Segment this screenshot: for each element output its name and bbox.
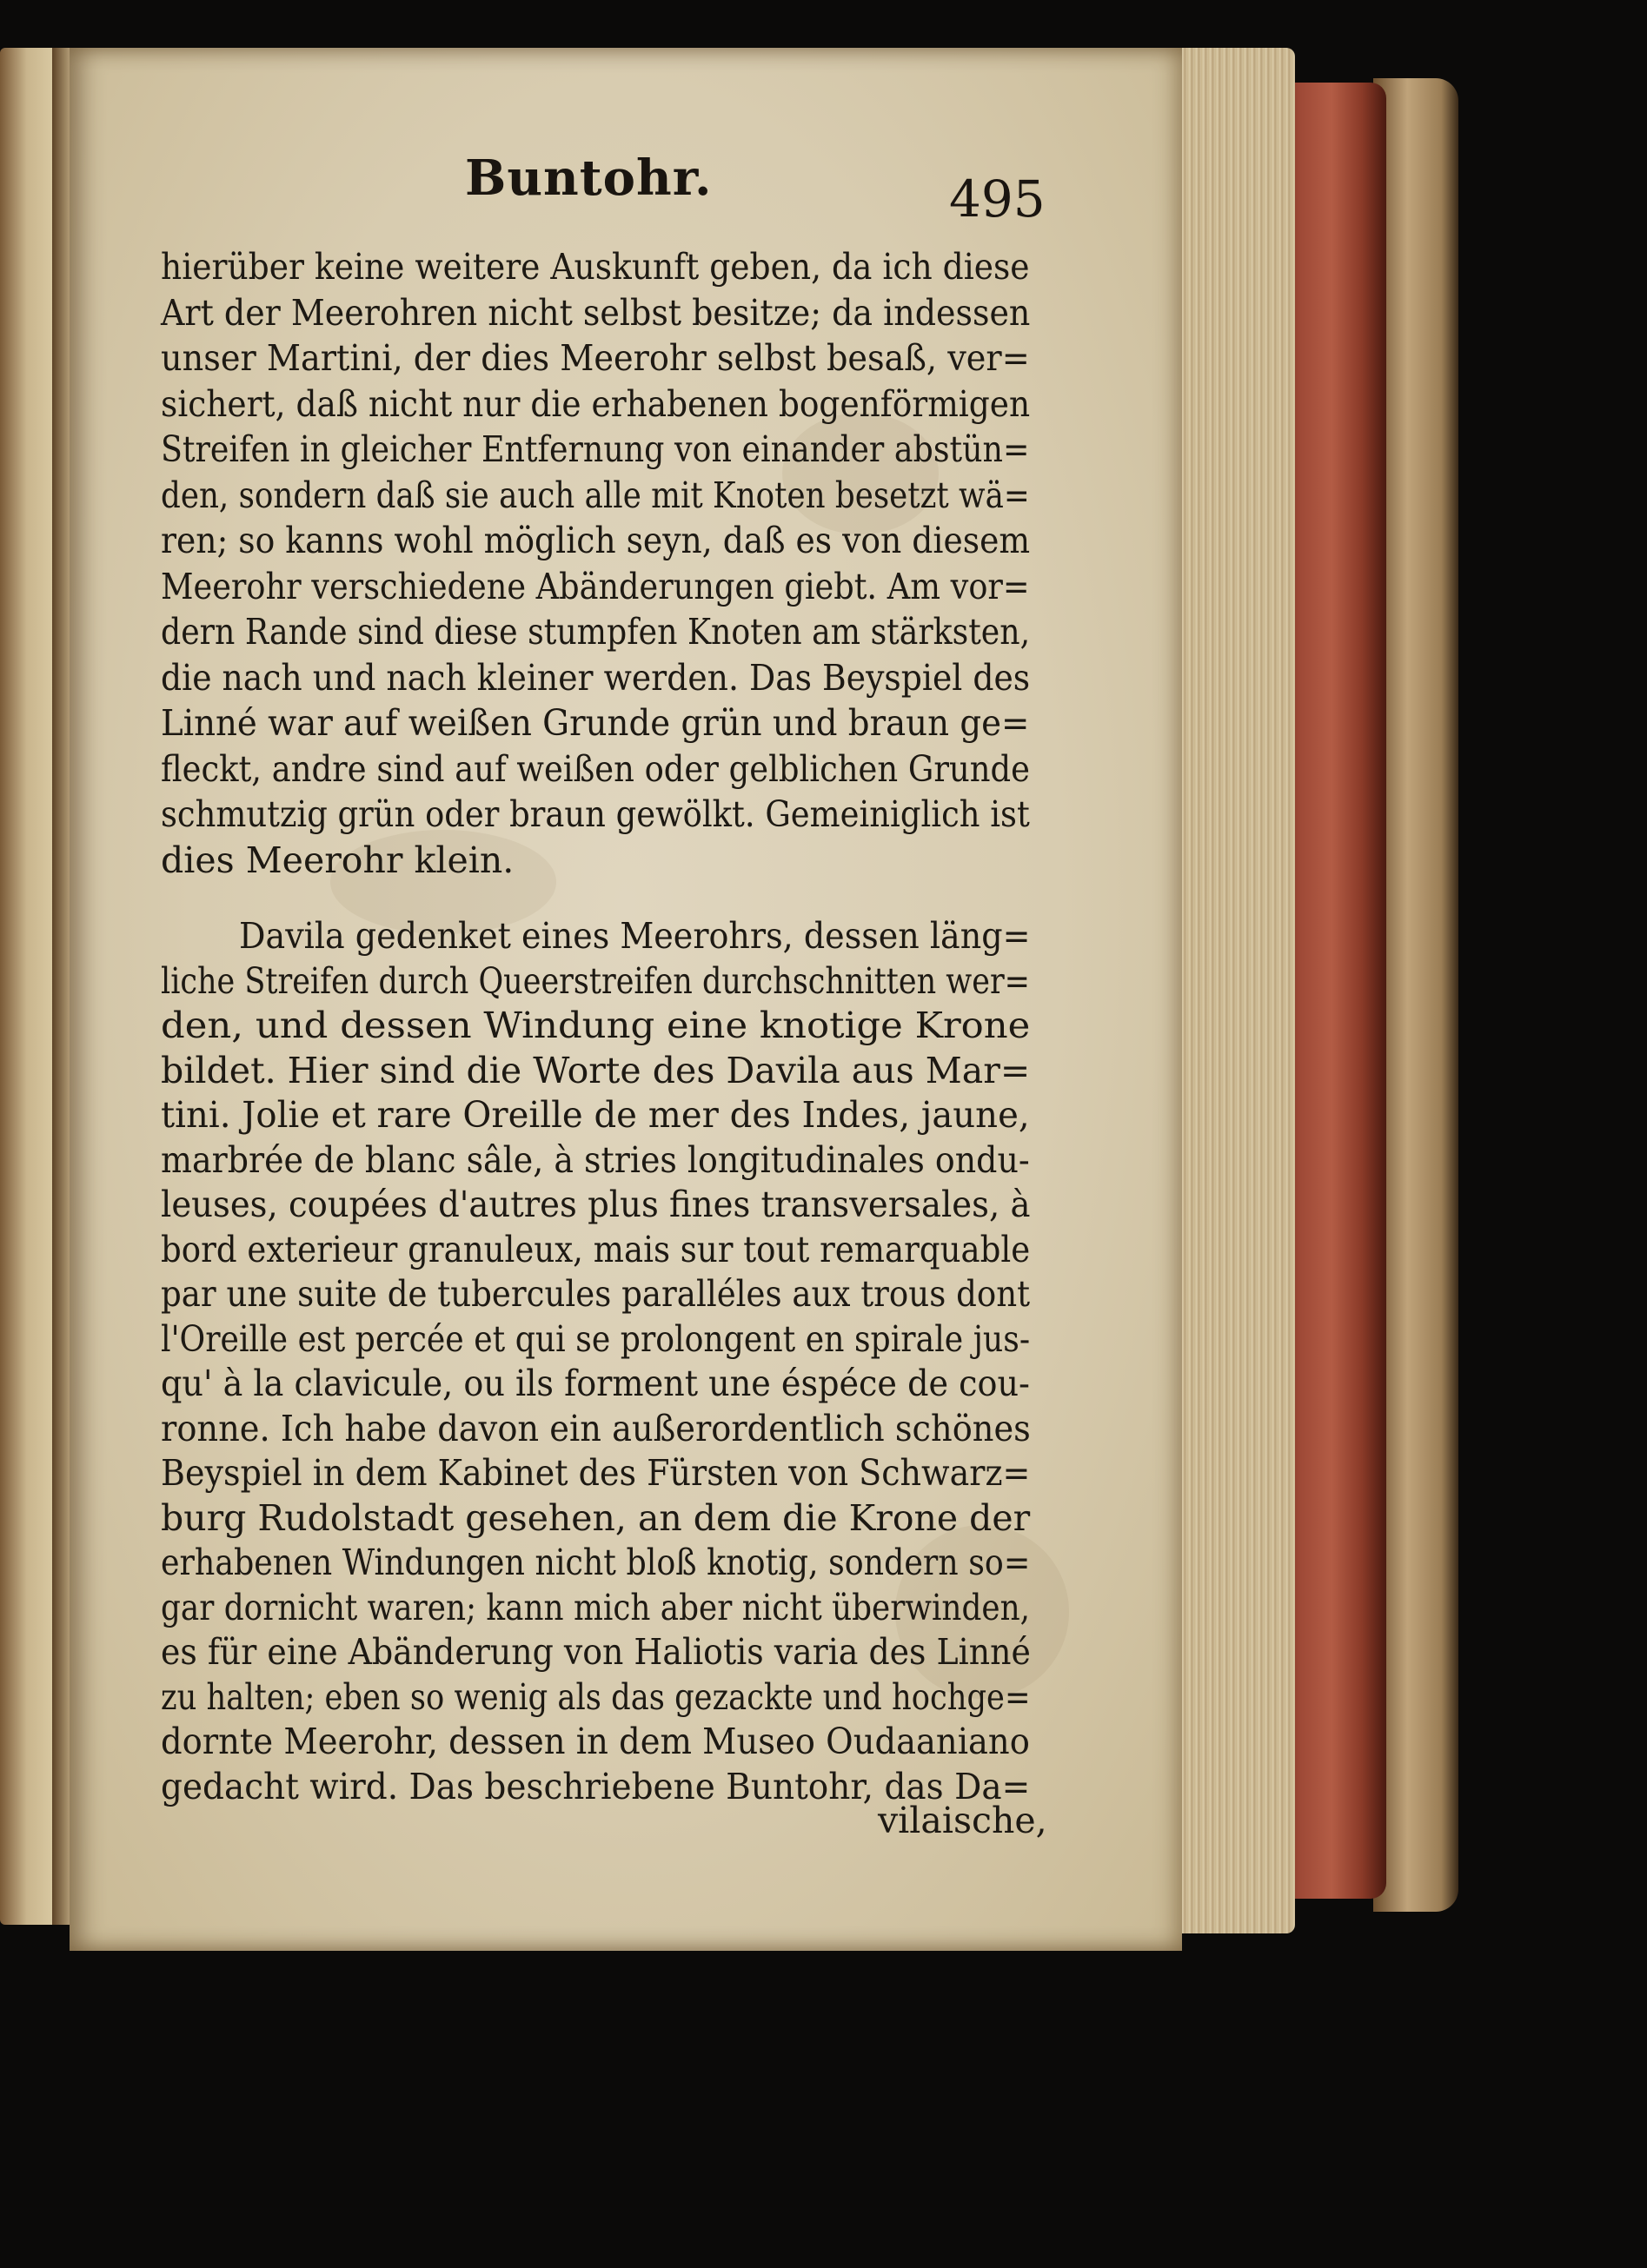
- text-line-content: ren; so kanns wohl möglich seyn, daß es von diesem: [161, 520, 1031, 561]
- text-line: [161, 565, 1030, 608]
- text-line-content: burg Rudolstadt gesehen, an dem die Krone der: [161, 1496, 1031, 1539]
- catchword: [869, 2225, 1030, 2268]
- text-line-content: dornte Meerohr, dessen in dem Museo Oudaaniano: [161, 1721, 1030, 1762]
- text-line: [161, 474, 1030, 517]
- text-line: [161, 701, 1030, 745]
- text-line: [239, 914, 1030, 958]
- text-line: [161, 1093, 1030, 1137]
- text-line: [161, 1183, 1030, 1226]
- text-line-content: bildet. Hier sind die Worte des Davila aus Mar=: [161, 1049, 1031, 1091]
- text-line-content: marbrée de blanc sâle, à stries longitudinales ondu-: [161, 1138, 1030, 1181]
- text-line: [161, 1451, 1030, 1495]
- text-line: [161, 959, 1030, 1003]
- text-line: [161, 1228, 1030, 1271]
- text-line-content: leuses, coupées d'autres plus fines transversales, à: [161, 1184, 1031, 1225]
- text-line: [161, 1362, 1030, 1405]
- text-line: [161, 291, 1030, 335]
- text-line-content: zu halten; eben so wenig als das gezackte und hochge=: [161, 1675, 1031, 1718]
- text-line: [161, 1049, 1030, 1092]
- text-line-content: par une suite de tubercules paralléles aux trous dont: [161, 1273, 1031, 1315]
- book-gutter: [52, 48, 71, 1925]
- text-line: [161, 336, 1030, 380]
- text-line-content: gedacht wird. Das beschriebene Buntohr, das Da=: [161, 1765, 1031, 1807]
- text-line-content: dern Rande sind diese stumpfen Knoten am stärksten,: [161, 611, 1031, 653]
- text-line: [161, 1586, 1030, 1629]
- running-head-title: Buntohr.: [465, 149, 713, 207]
- text-line: [161, 245, 1030, 288]
- text-line: [161, 1496, 1030, 1540]
- text-line: [161, 1317, 1030, 1361]
- text-line-content: Meerohr verschiedene Abänderungen giebt. Am vor=: [161, 565, 1030, 607]
- text-line: [161, 1272, 1030, 1316]
- text-line-content: l'Oreille est percée et qui se prolongent en spirale jus-: [161, 1317, 1031, 1360]
- text-line: [161, 656, 1030, 700]
- text-line: [161, 1630, 1030, 1674]
- page-fore-edge: [1173, 48, 1295, 1933]
- text-line: [161, 1675, 1030, 1719]
- text-line-content: tini. Jolie et rare Oreille de mer des Indes, jaune,: [161, 1094, 1030, 1136]
- text-line: [161, 792, 1030, 836]
- text-line-content: Art der Meerohren nicht selbst besitze; da indessen: [161, 291, 1031, 334]
- text-line-content: Linné war auf weißen Grunde grün und braun ge=: [161, 702, 1030, 744]
- text-line-content: Davila gedenket eines Meerohrs, dessen läng=: [239, 915, 1031, 957]
- text-line-content: den, sondern daß sie auch alle mit Knoten besetzt wä=: [161, 474, 1030, 516]
- text-line: [161, 1407, 1030, 1450]
- text-line: [161, 1541, 1030, 1584]
- text-line-content: sichert, daß nicht nur die erhabenen bogenförmigen: [161, 382, 1031, 425]
- text-line-content: die nach und nach kleiner werden. Das Beyspiel des: [161, 656, 1031, 699]
- text-line: [161, 382, 1030, 426]
- text-line: [161, 1138, 1030, 1182]
- text-line: [161, 1004, 1030, 1047]
- text-line-content: hierüber keine weitere Auskunft geben, da ich diese: [161, 246, 1030, 288]
- text-line-content: es für eine Abänderung von Haliotis varia des Linné: [161, 1631, 1031, 1673]
- text-line-content: Beyspiel in dem Kabinet des Fürsten von Schwarz=: [161, 1452, 1031, 1494]
- text-line-content: liche Streifen durch Queerstreifen durchschnitten wer=: [161, 959, 1031, 1002]
- text-line-content: unser Martini, der dies Meerohr selbst besaß, ver=: [161, 337, 1030, 379]
- text-line-content: fleckt, andre sind auf weißen oder gelblichen Grunde: [161, 747, 1030, 790]
- text-line-content: gar dornicht waren; kann mich aber nicht überwinden,: [161, 1586, 1031, 1628]
- left-page-edge: [0, 48, 54, 1925]
- text-line-content: Streifen in gleicher Entfernung von einander abstün=: [161, 428, 1030, 470]
- text-line: [161, 519, 1030, 562]
- catchword-text: vilaische,: [878, 1800, 1047, 1841]
- text-line-content: dies Meerohr klein.: [161, 839, 515, 881]
- text-line-content: ronne. Ich habe davon ein außerordentlich schönes: [161, 1407, 1031, 1449]
- page-number: 495: [949, 169, 1046, 229]
- text-line-content: schmutzig grün oder braun gewölkt. Gemeiniglich ist: [161, 793, 1030, 835]
- text-line: [161, 839, 1030, 882]
- text-line: [161, 747, 1030, 791]
- text-line-content: qu' à la clavicule, ou ils forment une éspéce de cou-: [161, 1363, 1030, 1404]
- text-line: [161, 428, 1030, 471]
- text-line-content: den, und dessen Windung eine knotige Krone: [161, 1005, 1031, 1046]
- text-line: [161, 610, 1030, 653]
- text-line-content: erhabenen Windungen nicht bloß knotig, sondern so=: [161, 1542, 1031, 1583]
- text-line: [161, 1720, 1030, 1763]
- text-line-content: bord exterieur granuleux, mais sur tout remarquable: [161, 1228, 1031, 1270]
